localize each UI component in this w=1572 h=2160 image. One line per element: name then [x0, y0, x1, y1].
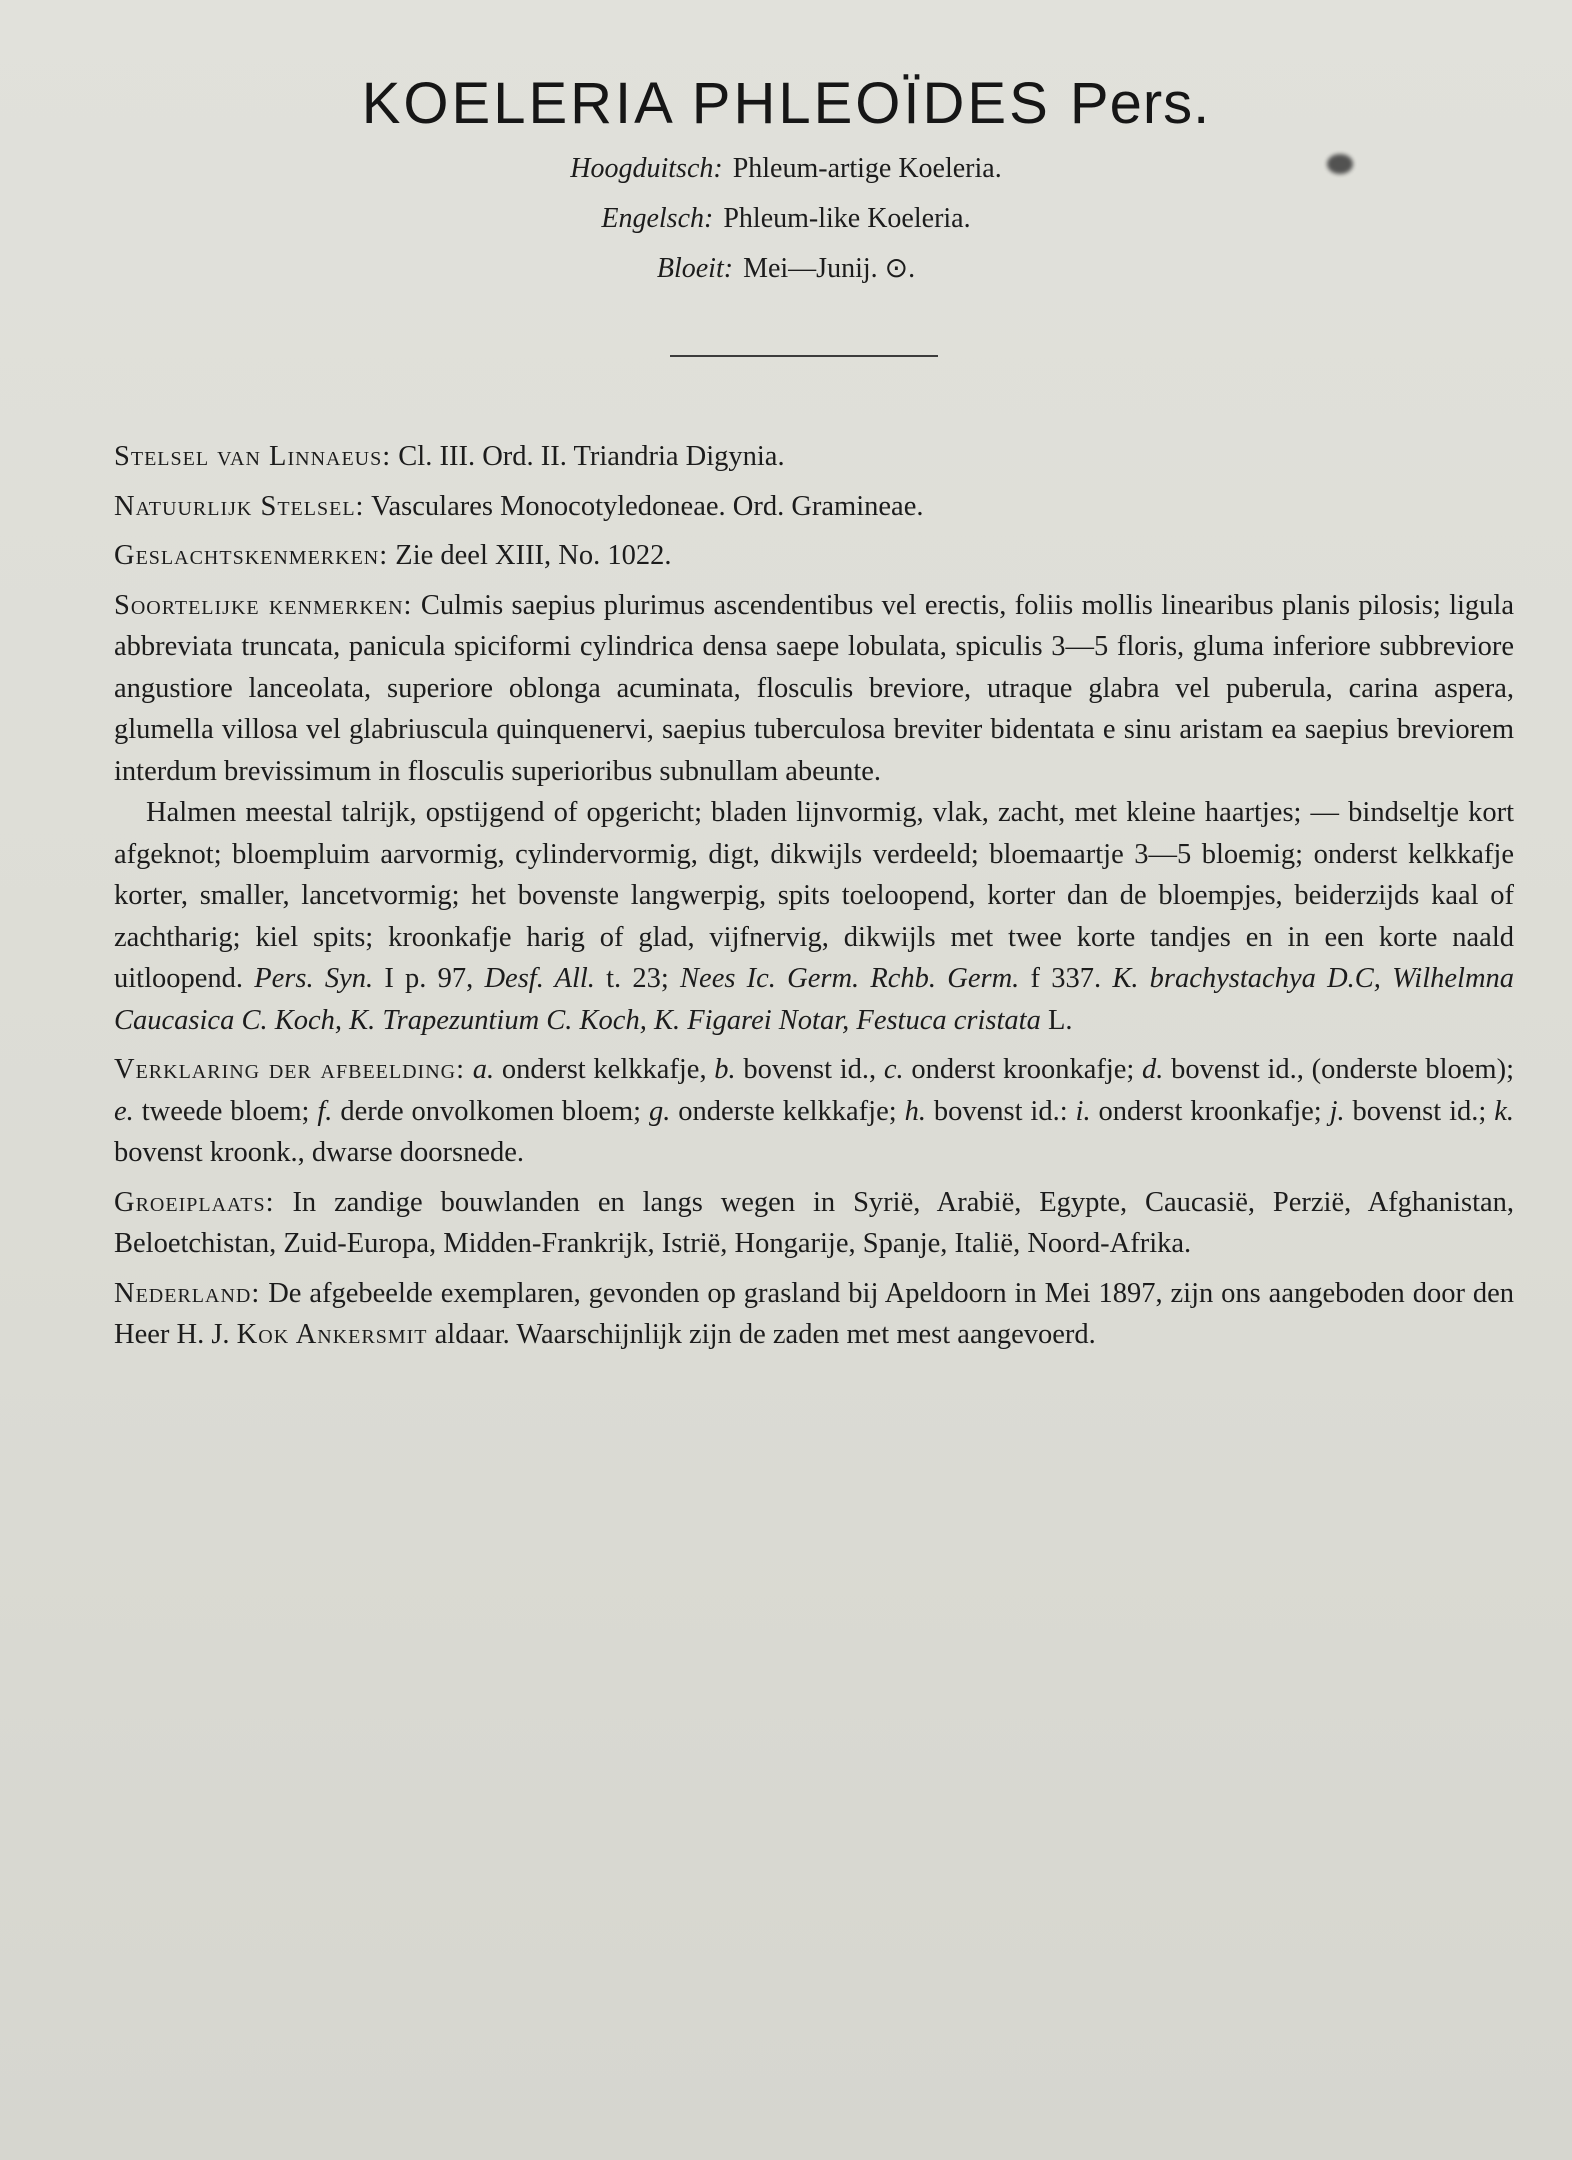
natuurlijk-stelsel: Natuurlijk Stelsel: Vasculares Monocotyledoneae. Ord. Gramineae. [114, 490, 924, 522]
description-body [114, 436, 1514, 1356]
divider [670, 355, 938, 357]
vernacular-english: Engelsch: Phleum-like Koeleria. [601, 203, 971, 234]
soortelijke-kenmerken: Soortelijke kenmerken: Culmis saepius plurimus ascendentibus vel erectis, foliis mollis linearibus planis pilosis; ligula abbreviata truncata, panicula spiciformi cylindrica densa saepe lobulata, spiculis 3—5 floris, gluma inferiore subbreviore angustiore lanceolata, superiore oblonga acuminata, flosculis breviore, utraque glabra vel puberula, carina aspera, glumella villosa vel glabriuscula quinquenervi, saepius tuberculosa breviter bidentata e sinu aristam ea saepius breviorem interdum brevissimum in flosculis superioribus subnullam abeunte. [114, 589, 1515, 787]
species-name: KOELERIA PHLEOÏDES [361, 71, 1051, 136]
stelsel-linnaeus: Stelsel van Linnaeus: Cl. III. Ord. II. Triandria Digynia. [114, 441, 785, 472]
geslachtskenmerken: Geslachtskenmerken: Zie deel XIII, No. 1022. [114, 540, 672, 571]
dutch-description: Halmen meestal talrijk, opstijgend of opgericht; bladen lijnvormig, vlak, zacht, met kleine haartjes; — bindseltje kort afgeknot; bloempluim aarvormig, cylindervormig, digt, dikwijls verdeeld; bloemaartje 3—5 bloemig; onderst kelkkafje korter, smaller, lancetvormig; het bovenste langwerpig, spits toeloopend, korter dan de bloempjes, beiderzijds kaal of zachtharig; kiel spits; kroonkafje harig of glad, vijfnervig, dikwijls met twee korte tandjes en in een korte naald uitloopend. Pers. Syn. I p. 97, Desf. All. t. 23; Nees Ic. Germ. Rchb. Germ. f 337. K. brachystachya D.C, Wilhelmna Caucasica C. Koch, K. Trapezuntium C. Koch, K. Figarei Notar, Festuca cristata L. [114, 797, 1515, 1036]
page-title [0, 70, 1572, 137]
nederland: Nederland: De afgebeelde exemplaren, gevonden op grasland bij Apeldoorn in Mei 1897, zijn ons aangeboden door den Heer H. J. Kok Ankersmit aldaar. Waarschijnlijk zijn de zaden met mest aangevoerd. [114, 1277, 1515, 1350]
vernacular-block [0, 144, 1572, 294]
verklaring-afbeelding: Verklaring der afbeelding: a. onderst kelkkafje, b. bovenst id., c. onderst kroonkafje; d. bovenst id., (onderste bloem); e. tweede bloem; f. derde onvolkomen bloem; g. onderste kelkkafje; h. bovenst id.: i. onderst kroonkafje; j. bovenst id.; k. bovenst kroonk., dwarse doorsnede. [114, 1054, 1514, 1168]
flowering-time: Bloeit: Mei—Junij. ⊙. [656, 253, 916, 284]
vernacular-german: Hoogduitsch: Phleum-artige Koeleria. [570, 153, 1002, 184]
species-author: Pers. [1069, 71, 1211, 136]
groeiplaats: Groeiplaats: In zandige bouwlanden en langs wegen in Syrië, Arabië, Egypte, Caucasië, Perzië, Afghanistan, Beloetchistan, Zuid-Europa, Midden-Frankrijk, Istrië, Hongarije, Spanje, Italië, Noord-Afrika. [114, 1186, 1515, 1259]
